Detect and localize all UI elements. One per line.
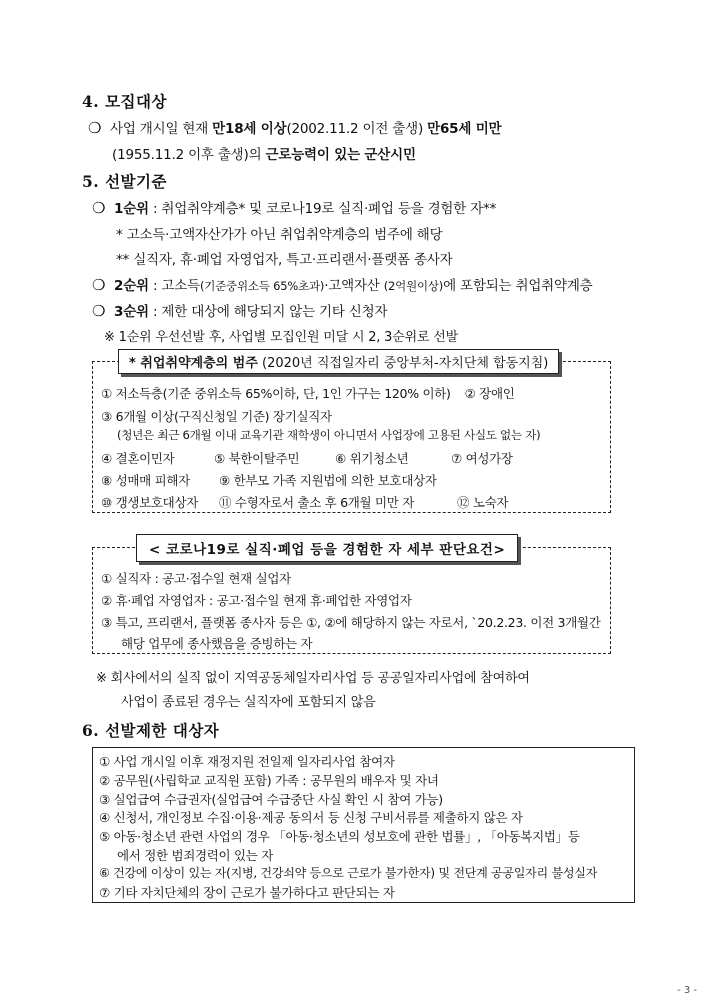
covid-criteria-title: < 코로나19로 실직·폐업 등을 경험한 자 세부 판단요건> bbox=[136, 534, 518, 562]
circle-bullet-icon: ❍ bbox=[92, 199, 106, 217]
circle-bullet-icon: ❍ bbox=[92, 276, 106, 294]
rank-1-note-2: ** 실직자, 휴·폐업 자영업자, 특고·프리랜서·플랫폼 종사자 bbox=[116, 252, 453, 268]
note-2-line-1: ※ 회사에서의 실직 없이 지역공동체일자리사업 등 공공일자리사업에 참여하여 bbox=[96, 671, 530, 686]
box1-line-3: (청년은 최근 6개월 이내 교육기관 재학생이 아니면서 사업장에 고용된 사실도 없는 자) bbox=[117, 428, 541, 442]
section-5-heading: 5. 선발기준 bbox=[82, 172, 167, 191]
box1-line-6: ⑩ 갱생보호대상자 ⑪ 수형자로서 출소 후 6개월 미만 자 ⑫ 노숙자 bbox=[101, 495, 509, 510]
box2-line-3: ③ 특고, 프리랜서, 플랫폼 종사자 등은 ①, ②에 해당하지 않는 자로서, `20.2.23. 이전 3개월간 bbox=[101, 615, 601, 630]
section-4-line-2: (1955.11.2 이후 출생)의 근로능력이 있는 군산시민 bbox=[112, 147, 416, 163]
vulnerable-groups-title: * 취업취약계층의 범주 (2020년 직접일자리 중앙부처-자치단체 합동지침) bbox=[118, 349, 559, 374]
restriction-line-4: ④ 신청서, 개인정보 수집·이용·제공 동의서 등 신청 구비서류를 제출하지 않은 자 bbox=[99, 810, 523, 825]
note-2-line-2: 사업이 종료된 경우는 실직자에 포함되지 않음 bbox=[121, 695, 376, 710]
box2-line-2: ② 휴·폐업 자영업자 : 공고·접수일 현재 휴·폐업한 자영업자 bbox=[101, 593, 412, 608]
restriction-line-6: 에서 정한 범죄경력이 있는 자 bbox=[117, 848, 273, 863]
box1-line-4: ④ 결혼이민자 ⑤ 북한이탈주민 ⑥ 위기청소년 ⑦ 여성가장 bbox=[101, 451, 513, 466]
section-4-line-1: ❍ 사업 개시일 현재 만18세 이상(2002.11.2 이전 출생) 만65세 미만 bbox=[88, 119, 502, 137]
box2-line-1: ① 실직자 : 공고·접수일 현재 실업자 bbox=[101, 571, 291, 586]
page-number: - 3 - bbox=[677, 985, 697, 996]
circle-bullet-icon: ❍ bbox=[88, 119, 102, 137]
section-6-heading: 6. 선발제한 대상자 bbox=[82, 721, 220, 740]
restriction-line-5: ⑤ 아동·청소년 관련 사업의 경우 「아동·청소년의 성보호에 관한 법률」, 「아동복지법」등 bbox=[99, 829, 580, 844]
restriction-line-1: ① 사업 개시일 이후 재정지원 전일제 일자리사업 참여자 bbox=[99, 754, 395, 769]
restriction-line-7: ⑥ 건강에 이상이 있는 자(지병, 건강쇠약 등으로 근로가 불가한자) 및 전단계 공공일자리 불성실자 bbox=[99, 866, 597, 880]
box1-line-5: ⑧ 성매매 피해자 ⑨ 한부모 가족 지원법에 의한 보호대상자 bbox=[101, 473, 437, 488]
box1-line-2: ③ 6개월 이상(구직신청일 기준) 장기실직자 bbox=[101, 409, 332, 424]
section-4-heading: 4. 모집대상 bbox=[82, 92, 167, 111]
rank-1-note-1: * 고소득·고액자산가가 아닌 취업취약계층의 범주에 해당 bbox=[116, 227, 443, 243]
rank-2-line: ❍ 2순위 : 고소득(기준중위소득 65%초과)·고액자산 (2억원이상)에 포함되는 취업취약계층 bbox=[92, 276, 593, 294]
selection-note: ※ 1순위 우선선발 후, 사업별 모집인원 미달 시 2, 3순위로 선발 bbox=[104, 330, 458, 345]
restriction-line-8: ⑦ 기타 자치단체의 장이 근로가 불가하다고 판단되는 자 bbox=[99, 885, 395, 900]
rank-3-line: ❍ 3순위 : 제한 대상에 해당되지 않는 기타 신청자 bbox=[92, 302, 388, 320]
rank-1-line: ❍ 1순위 : 취업취약계층* 및 코로나19로 실직·폐업 등을 경험한 자** bbox=[92, 199, 497, 217]
restriction-line-2: ② 공무원(사립학교 교직원 포함) 가족 : 공무원의 배우자 및 자녀 bbox=[99, 773, 439, 788]
circle-bullet-icon: ❍ bbox=[92, 302, 106, 320]
restriction-line-3: ③ 실업급여 수급권자(실업급여 수급중단 사실 확인 시 참여 가능) bbox=[99, 792, 443, 807]
box2-line-4: 해당 업무에 종사했음을 증빙하는 자 bbox=[121, 636, 313, 651]
box1-line-1: ① 저소득층(기준 중위소득 65%이하, 단, 1인 가구는 120% 이하) ② 장애인 bbox=[101, 386, 515, 401]
